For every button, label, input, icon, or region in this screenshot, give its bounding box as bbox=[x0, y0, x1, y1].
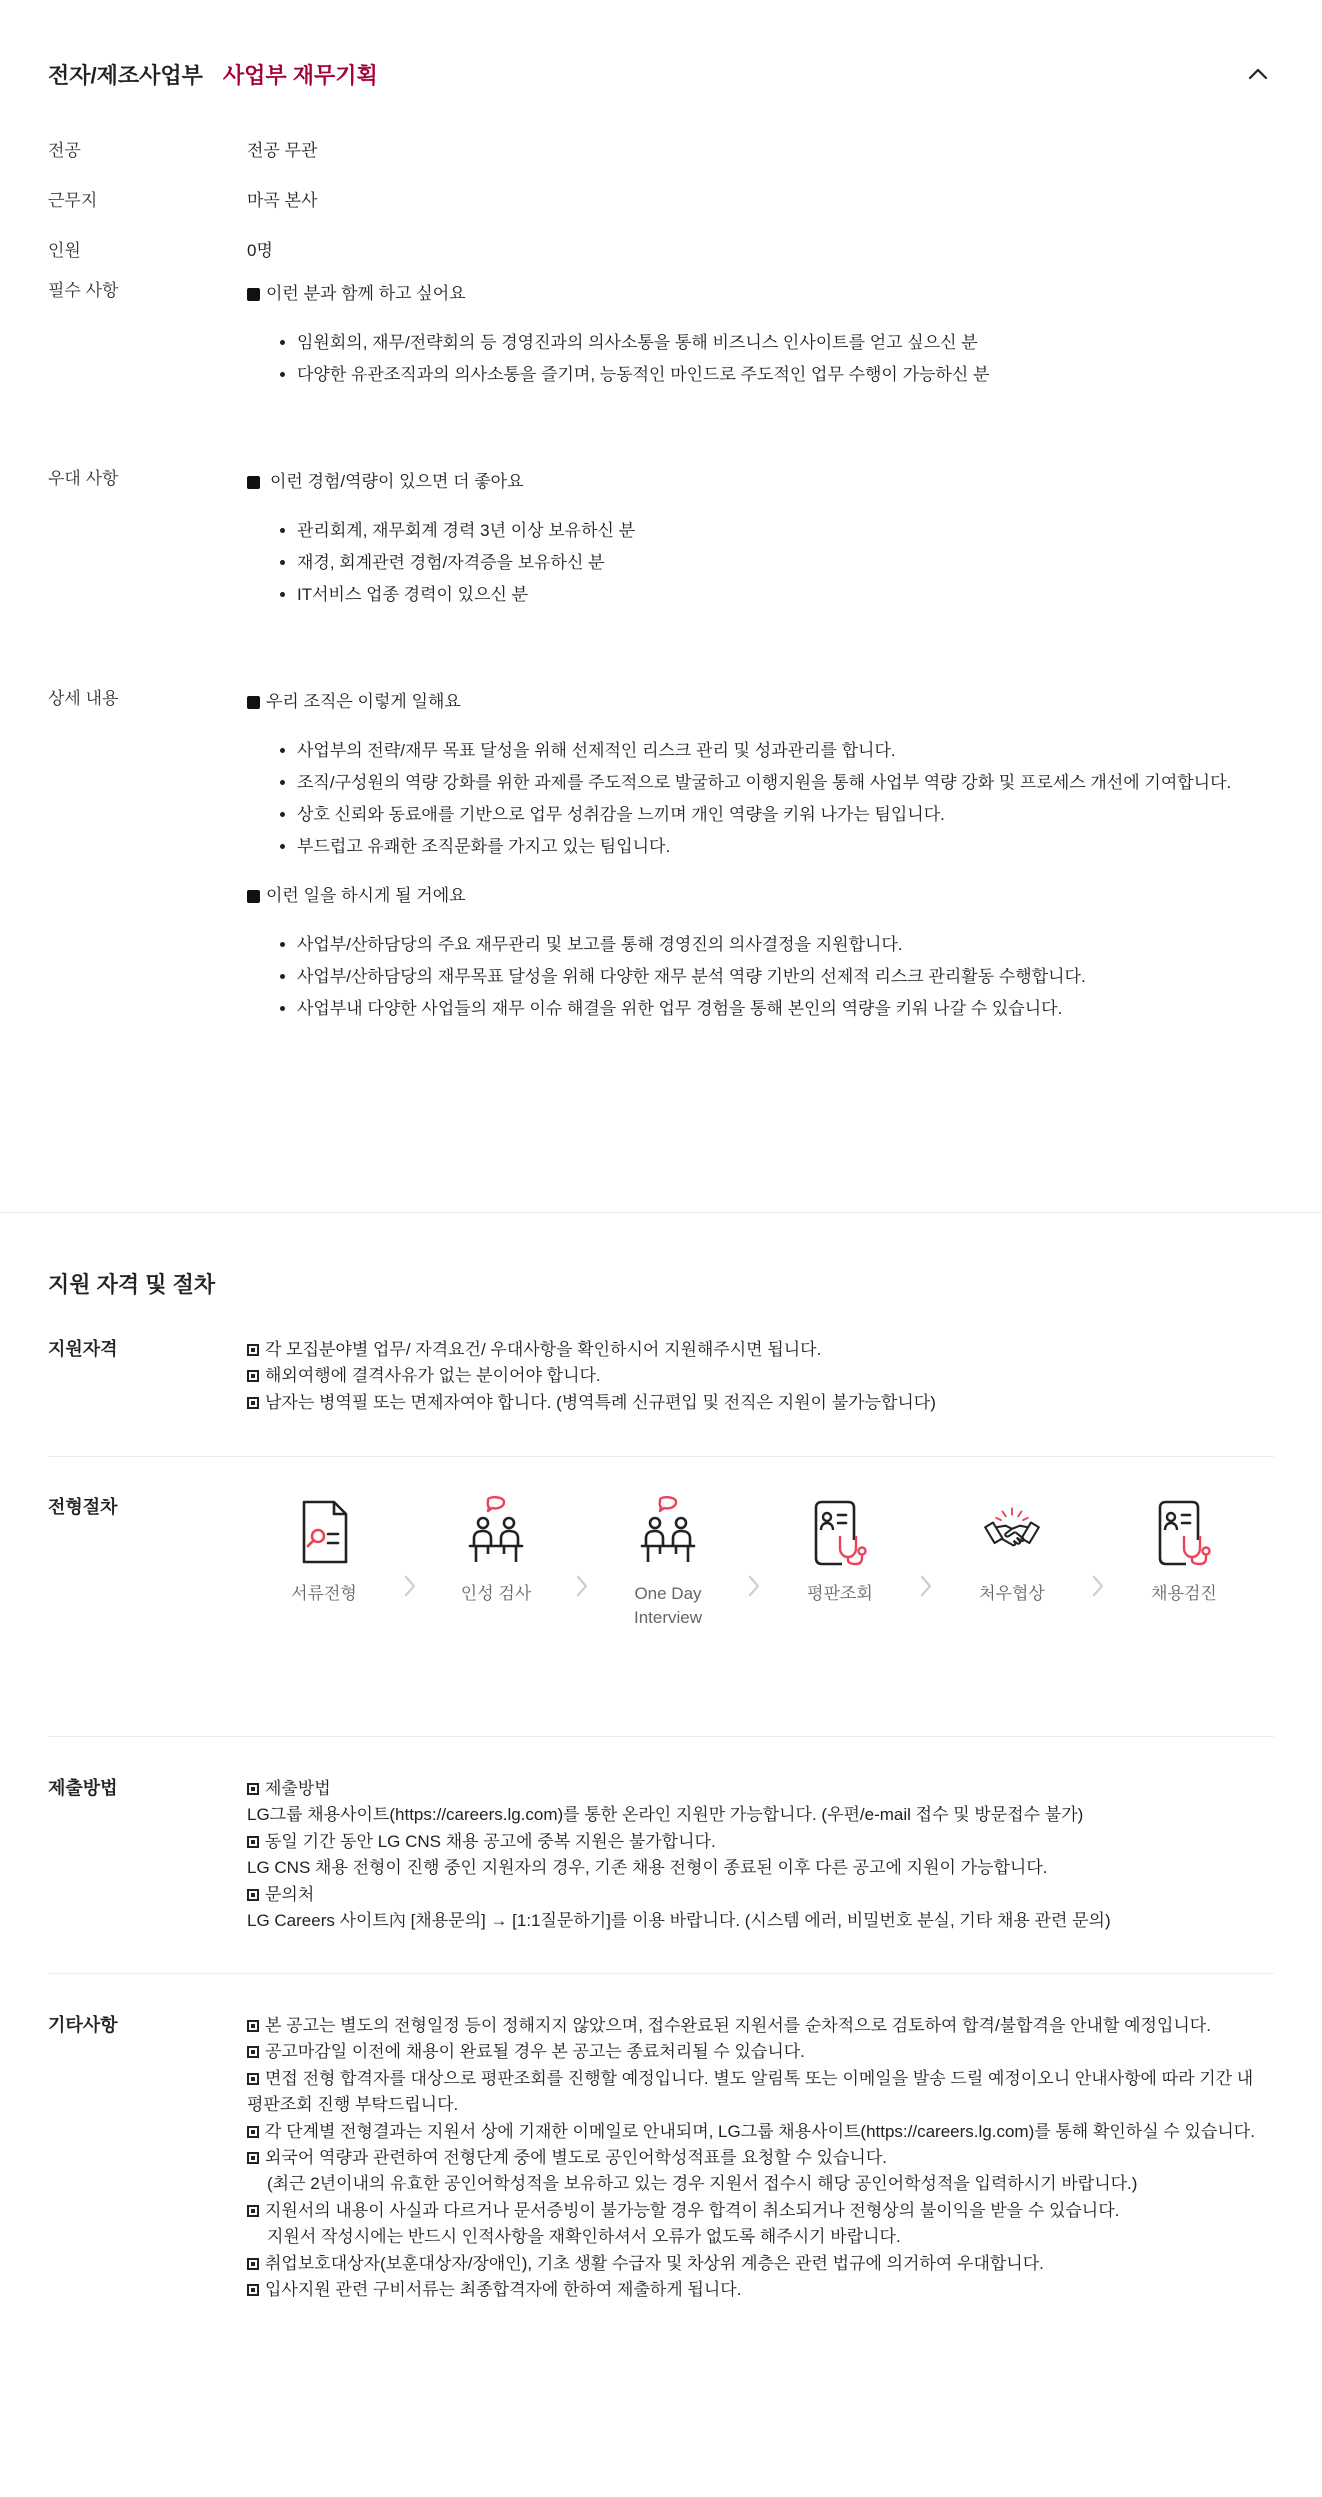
process-step-label: One Day Interview bbox=[633, 1584, 703, 1627]
misc-line: 지원서 작성시에는 반드시 인적사항을 재확인하셔서 오류가 없도록 해주시기 바랍니다. bbox=[267, 2227, 901, 2247]
checkbox-bullet-icon bbox=[247, 2126, 259, 2138]
misc-line: 취업보호대상자(보훈대상자/장애인), 기초 생활 수급자 및 차상위 계층은 관련 법규에 의거하여 우대합니다. bbox=[247, 2251, 1274, 2277]
qualification-body bbox=[247, 1337, 1274, 1416]
process-step bbox=[431, 1496, 561, 1606]
chevron-right-icon bbox=[905, 1526, 947, 1598]
job-header[interactable] bbox=[48, 56, 1274, 92]
list-item: • 관리회계, 재무회계 경력 3년 이상 보유하신 분 bbox=[297, 515, 1274, 547]
list-item: • 사업부/산하담당의 주요 재무관리 및 보고를 통해 경영진의 의사결정을 지원합니다. bbox=[297, 929, 1274, 961]
qualification-section bbox=[48, 1336, 1274, 1416]
list-item: • 임원회의, 재무/전략회의 등 경영진과의 의사소통을 통해 비즈니스 인사이트를 얻고 싶으신 분 bbox=[297, 327, 1274, 359]
section-divider bbox=[0, 1212, 1322, 1213]
row-divider bbox=[48, 1456, 1274, 1457]
submission-section bbox=[48, 1775, 1274, 1934]
process-step-label: 처우협상 bbox=[979, 1584, 1045, 1603]
field-row-location bbox=[48, 186, 1274, 236]
interview-icon bbox=[638, 1496, 698, 1568]
checkbox-bullet-icon bbox=[247, 2046, 259, 2058]
process-step bbox=[947, 1496, 1077, 1606]
preferred-list bbox=[247, 515, 1274, 611]
process-step bbox=[259, 1496, 389, 1606]
details-section bbox=[48, 688, 1274, 1025]
misc-label: 기타사항 bbox=[48, 2015, 118, 2035]
square-bullet-icon bbox=[247, 890, 260, 903]
misc-line: 공고마감일 이전에 채용이 완료될 경우 본 공고는 종료처리될 수 있습니다. bbox=[247, 2039, 1274, 2065]
qualification-line: 해외여행에 결격사유가 없는 분이어야 합니다. bbox=[247, 1363, 1274, 1389]
process-label: 전형절차 bbox=[48, 1497, 118, 1517]
field-value: 마곡 본사 bbox=[247, 191, 318, 210]
misc-line: 각 단계별 전형결과는 지원서 상에 기재한 이메일로 안내되며, LG그룹 채용사이트(https://careers.lg.com)를 통해 확인하실 수 있습니다. bbox=[247, 2119, 1274, 2145]
details-list-2 bbox=[247, 929, 1274, 1025]
list-item: • 조직/구성원의 역량 강화를 위한 과제를 주도적으로 발굴하고 이행지원을 통해 사업부 역량 강화 및 프로세스 개선에 기여합니다. bbox=[297, 767, 1274, 799]
job-category: 전자/제조사업부 bbox=[48, 62, 203, 88]
list-item: • 사업부내 다양한 사업들의 재무 이슈 해결을 위한 업무 경험을 통해 본인의 역량을 키워 나갈 수 있습니다. bbox=[297, 993, 1274, 1025]
misc-body bbox=[247, 2013, 1274, 2303]
preferred-label: 우대 사항 bbox=[48, 469, 119, 488]
handshake-icon bbox=[982, 1496, 1042, 1568]
required-heading-text: 이런 분과 함께 하고 싶어요 bbox=[266, 284, 466, 303]
row-divider bbox=[48, 1736, 1274, 1737]
checkbox-bullet-icon bbox=[247, 2258, 259, 2270]
submission-line: 문의처 bbox=[247, 1882, 1274, 1908]
field-value: 0명 bbox=[247, 241, 273, 260]
process-step bbox=[775, 1496, 905, 1606]
process-step-label: 서류전형 bbox=[291, 1584, 357, 1603]
misc-line: 본 공고는 별도의 전형일정 등이 정해지지 않았으며, 접수완료된 지원서를 순차적으로 검토하여 합격/불합격을 안내할 예정입니다. bbox=[247, 2013, 1274, 2039]
field-row-headcount bbox=[48, 236, 1274, 280]
process-step-label: 평판조회 bbox=[807, 1584, 873, 1603]
checkbox-bullet-icon bbox=[247, 1397, 259, 1409]
checkbox-bullet-icon bbox=[247, 2020, 259, 2032]
checkbox-bullet-icon bbox=[247, 2152, 259, 2164]
details-list-1 bbox=[247, 735, 1274, 863]
list-item: • 사업부의 전략/재무 목표 달성을 위해 선제적인 리스크 관리 및 성과관리를 합니다. bbox=[297, 735, 1274, 767]
chevron-up-icon bbox=[1248, 68, 1268, 80]
details-heading-1 bbox=[247, 687, 1274, 717]
section-title: 지원 자격 및 절차 bbox=[48, 1272, 216, 1297]
square-bullet-icon bbox=[247, 288, 260, 301]
checkbox-bullet-icon bbox=[247, 2284, 259, 2296]
submission-line: LG CNS 채용 전형이 진행 중인 지원자의 경우, 기존 채용 전형이 종료된 이후 다른 공고에 지원이 가능합니다. bbox=[247, 1858, 1048, 1878]
square-bullet-icon bbox=[247, 476, 260, 489]
collapse-button[interactable] bbox=[1242, 58, 1274, 90]
checkbox-bullet-icon bbox=[247, 1344, 259, 1356]
submission-line: 제출방법 bbox=[247, 1776, 1274, 1802]
misc-line: 면접 전형 합격자를 대상으로 평판조회를 진행할 예정입니다. 별도 알림톡 또는 이메일을 발송 드릴 예정이오니 안내사항에 따라 기간 내 평판조회 진행 부탁드립니다. bbox=[247, 2068, 1254, 2115]
required-heading bbox=[247, 279, 1274, 309]
job-title: 사업부 재무기획 bbox=[222, 62, 378, 88]
submission-line: 동일 기간 동안 LG CNS 채용 공고에 중복 지원은 불가합니다. bbox=[247, 1829, 1274, 1855]
list-item: • 재경, 회계관련 경험/자격증을 보유하신 분 bbox=[297, 547, 1274, 579]
list-item: • 부드럽고 유쾌한 조직문화를 가지고 있는 팀입니다. bbox=[297, 831, 1274, 863]
chevron-right-icon bbox=[561, 1526, 603, 1598]
required-section bbox=[48, 280, 1274, 468]
field-label: 인원 bbox=[48, 241, 81, 260]
misc-section bbox=[48, 2012, 1274, 2303]
process-step bbox=[603, 1496, 733, 1630]
list-item: • IT서비스 업종 경력이 있으신 분 bbox=[297, 579, 1274, 611]
details-heading-2 bbox=[247, 881, 1274, 911]
qualification-line: 각 모집분야별 업무/ 자격요건/ 우대사항을 확인하시어 지원해주시면 됩니다. bbox=[247, 1337, 1274, 1363]
process-steps bbox=[259, 1496, 1249, 1630]
document-search-icon bbox=[294, 1496, 354, 1568]
field-label: 근무지 bbox=[48, 191, 98, 210]
checkbox-bullet-icon bbox=[247, 2073, 259, 2085]
chevron-right-icon bbox=[733, 1526, 775, 1598]
checkbox-bullet-icon bbox=[247, 1783, 259, 1795]
details-label: 상세 내용 bbox=[48, 689, 119, 708]
misc-line: 외국어 역량과 관련하여 전형단계 중에 별도로 공인어학성적표를 요청할 수 있습니다. bbox=[247, 2145, 1274, 2171]
chevron-right-icon bbox=[1077, 1526, 1119, 1598]
profile-stethoscope-icon bbox=[1154, 1496, 1214, 1568]
row-divider bbox=[48, 1973, 1274, 1974]
field-value: 전공 무관 bbox=[247, 141, 318, 160]
qualification-label: 지원자격 bbox=[48, 1339, 118, 1359]
misc-line: (최근 2년이내의 유효한 공인어학성적을 보유하고 있는 경우 지원서 접수시 해당 공인어학성적을 입력하시기 바랍니다.) bbox=[267, 2174, 1138, 2194]
process-step-label: 채용검진 bbox=[1151, 1584, 1217, 1603]
square-bullet-icon bbox=[247, 696, 260, 709]
chevron-right-icon bbox=[389, 1526, 431, 1598]
preferred-heading bbox=[247, 467, 1274, 497]
preferred-section bbox=[48, 468, 1274, 688]
details-heading-text: 이런 일을 하시게 될 거에요 bbox=[266, 886, 466, 905]
required-list bbox=[247, 327, 1274, 391]
process-step-label: 인성 검사 bbox=[460, 1584, 532, 1603]
misc-line: 입사지원 관련 구비서류는 최종합격자에 한하여 제출하게 됩니다. bbox=[247, 2277, 1274, 2303]
field-label: 전공 bbox=[48, 141, 81, 160]
checkbox-bullet-icon bbox=[247, 1836, 259, 1848]
misc-line: 지원서의 내용이 사실과 다르거나 문서증빙이 불가능할 경우 합격이 취소되거나 전형상의 불이익을 받을 수 있습니다. bbox=[247, 2198, 1274, 2224]
submission-line: LG Careers 사이트內 [채용문의] → [1:1질문하기]를 이용 바랍니다. (시스템 에러, 비밀번호 분실, 기타 채용 관련 문의) bbox=[247, 1911, 1111, 1931]
process-step bbox=[1119, 1496, 1249, 1606]
list-item: • 사업부/산하담당의 재무목표 달성을 위해 다양한 재무 분석 역량 기반의 선제적 리스크 관리활동 수행합니다. bbox=[297, 961, 1274, 993]
checkbox-bullet-icon bbox=[247, 1370, 259, 1382]
required-label: 필수 사항 bbox=[48, 281, 119, 300]
checkbox-bullet-icon bbox=[247, 2205, 259, 2217]
profile-stethoscope-icon bbox=[810, 1496, 870, 1568]
submission-line: LG그룹 채용사이트(https://careers.lg.com)를 통한 온라인 지원만 가능합니다. (우편/e-mail 접수 및 방문접수 불가) bbox=[247, 1805, 1084, 1825]
field-row-major bbox=[48, 136, 1274, 186]
interview-icon bbox=[466, 1496, 526, 1568]
submission-label: 제출방법 bbox=[48, 1778, 118, 1798]
details-heading-text: 우리 조직은 이렇게 일해요 bbox=[266, 692, 461, 711]
preferred-heading-text: 이런 경험/역량이 있으면 더 좋아요 bbox=[270, 472, 524, 491]
submission-body bbox=[247, 1776, 1274, 1934]
list-item: • 다양한 유관조직과의 의사소통을 즐기며, 능동적인 마인드로 주도적인 업무 수행이 가능하신 분 bbox=[297, 359, 1274, 391]
checkbox-bullet-icon bbox=[247, 1889, 259, 1901]
process-section bbox=[48, 1494, 1274, 1630]
qualification-line: 남자는 병역필 또는 면제자여야 합니다. (병역특례 신규편입 및 전직은 지원이 불가능합니다) bbox=[247, 1390, 1274, 1416]
list-item: • 상호 신뢰와 동료애를 기반으로 업무 성취감을 느끼며 개인 역량을 키워 나가는 팀입니다. bbox=[297, 799, 1274, 831]
job-details bbox=[48, 136, 1274, 1025]
